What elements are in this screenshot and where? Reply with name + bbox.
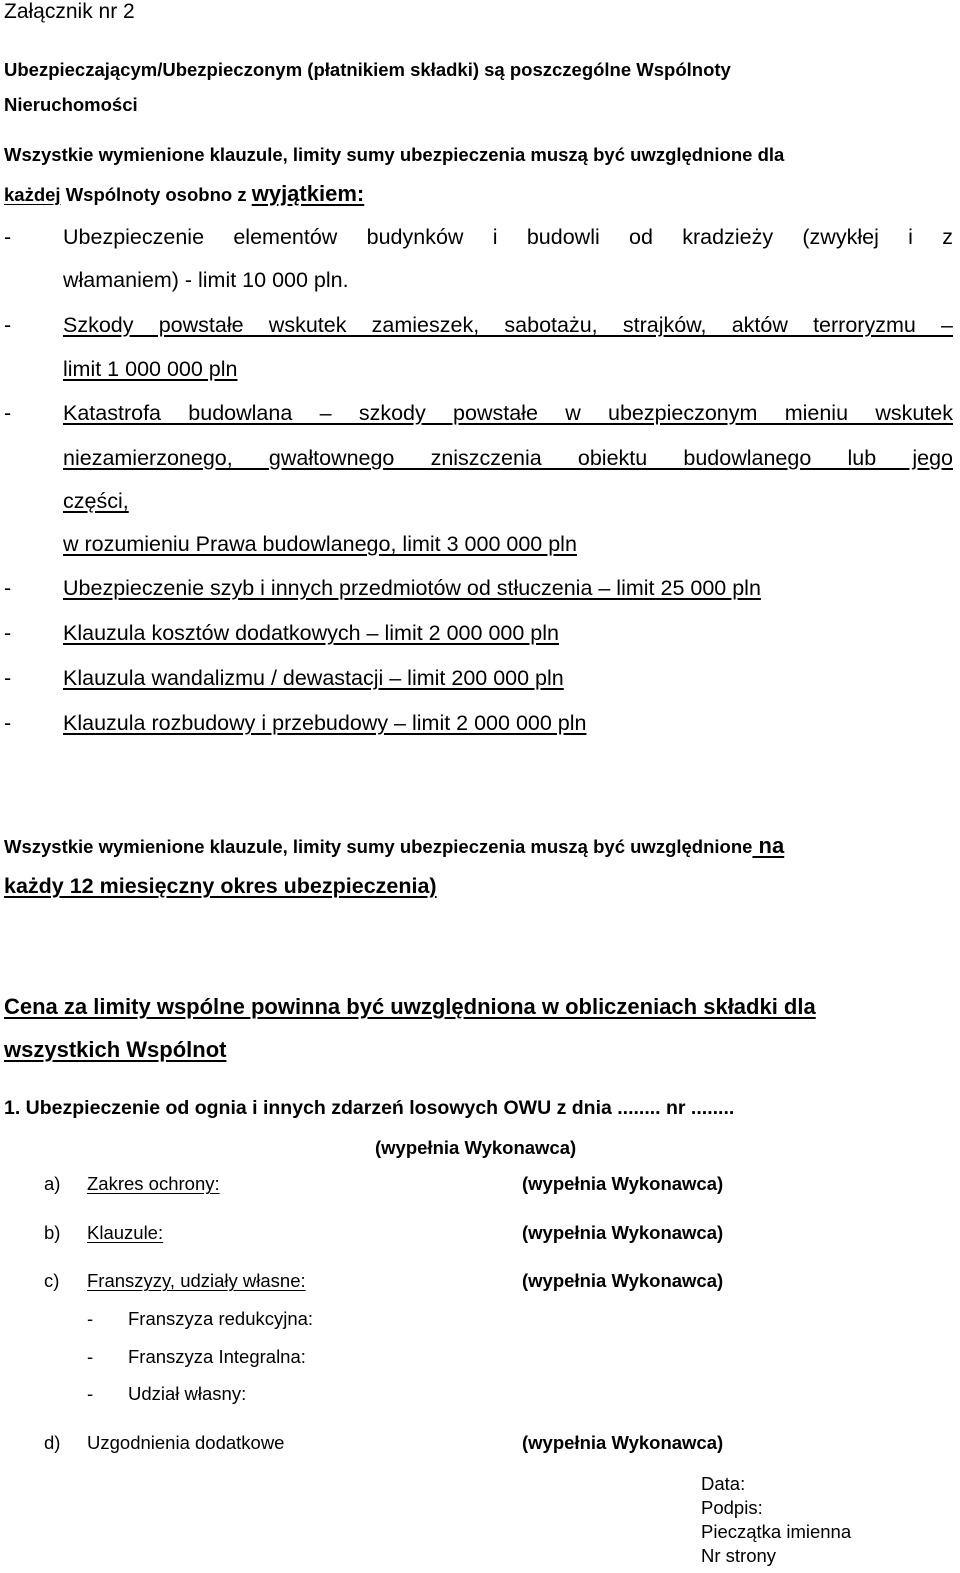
note-1-line-2: każdy 12 miesięczny okres ubezpieczenia) — [4, 874, 437, 898]
bullet-dash: - — [4, 621, 12, 645]
row-letter-d: d) — [44, 1432, 61, 1453]
row-label-clauses: Klauzule: — [87, 1222, 164, 1243]
list-item-6: Klauzula wandalizmu / dewastacji – limit 200 000 pln — [63, 666, 564, 690]
bullet-dash: - — [4, 576, 12, 600]
list-item-2-line-2: limit 1 000 000 pln — [63, 357, 238, 381]
sub-item-reduction-deductible: Franszyza redukcyjna: — [128, 1308, 314, 1329]
list-item-3-line-4: w rozumieniu Prawa budowlanego, limit 3 000 000 pln — [63, 532, 577, 556]
row-value-additional: (wypełnia Wykonawca) — [522, 1432, 724, 1453]
section-1-note: (wypełnia Wykonawca) — [375, 1137, 577, 1158]
intro-line-4 — [4, 181, 364, 207]
list-item-2-line-1: Szkody powstałe wskutek zamieszek, sabotażu, strajków, aktów terroryzmu – — [63, 313, 953, 337]
row-letter-b: b) — [44, 1222, 61, 1243]
list-item-4: Ubezpieczenie szyb i innych przedmiotów od stłuczenia – limit 25 000 pln — [63, 576, 761, 600]
signature-date: Data: — [701, 1473, 746, 1494]
section-1-heading: 1. Ubezpieczenie od ognia i innych zdarzeń losowych OWU z dnia ........ nr ........ — [4, 1097, 735, 1119]
underlined-word: każdej — [4, 184, 61, 205]
bullet-dash: - — [4, 313, 12, 337]
list-item-3-line-3: części, — [63, 489, 129, 513]
row-value-clauses: (wypełnia Wykonawca) — [522, 1222, 724, 1243]
sub-bullet-dash: - — [87, 1383, 94, 1404]
bullet-dash: - — [4, 666, 12, 690]
bullet-dash: - — [4, 225, 12, 249]
bullet-dash: - — [4, 711, 12, 735]
row-label-deductibles: Franszyzy, udziały własne: — [87, 1270, 306, 1291]
list-item-1-line-2: włamaniem) - limit 10 000 pln. — [63, 268, 349, 292]
list-item-3-line-1: Katastrofa budowlana – szkody powstałe w ubezpieczonym mieniu wskutek — [63, 401, 953, 425]
row-label-additional: Uzgodnienia dodatkowe — [87, 1432, 285, 1453]
intro-text: Wspólnoty osobno z — [60, 184, 252, 205]
list-item-1-line-1: Ubezpieczenie elementów budynków i budowli od kradzieży (zwykłej i z — [63, 225, 953, 249]
row-value-scope: (wypełnia Wykonawca) — [522, 1173, 724, 1194]
signature-page-number: Nr strony — [701, 1545, 777, 1566]
page-title: Załącznik nr 2 — [4, 0, 135, 23]
signature-stamp: Pieczątka imienna — [701, 1521, 852, 1542]
sub-item-integral-deductible: Franszyza Integralna: — [128, 1346, 306, 1367]
intro-line-2: Nieruchomości — [4, 94, 138, 115]
sub-bullet-dash: - — [87, 1346, 94, 1367]
row-value-deductibles: (wypełnia Wykonawca) — [522, 1270, 724, 1291]
signature-sign: Podpis: — [701, 1497, 763, 1518]
note-2-line-1: Cena za limity wspólne powinna być uwzględniona w obliczeniach składki dla — [4, 994, 816, 1019]
note-2-line-2: wszystkich Wspólnot — [4, 1037, 227, 1062]
sub-bullet-dash: - — [87, 1308, 94, 1329]
exception-word: wyjątkiem: — [251, 181, 365, 206]
bullet-dash: - — [4, 401, 12, 425]
sub-item-own-share: Udział własny: — [128, 1383, 247, 1404]
intro-line-3: Wszystkie wymienione klauzule, limity sumy ubezpieczenia muszą być uwzględnione dla — [4, 144, 785, 165]
row-label-scope: Zakres ochrony: — [87, 1173, 220, 1194]
list-item-5: Klauzula kosztów dodatkowych – limit 2 000 000 pln — [63, 621, 559, 645]
row-letter-c: c) — [44, 1270, 60, 1291]
row-letter-a: a) — [44, 1173, 61, 1194]
note-1-text: Wszystkie wymienione klauzule, limity sumy ubezpieczenia muszą być uwzględnione — [4, 836, 753, 857]
note-1-na: na — [752, 833, 785, 858]
note-1-line-1 — [4, 833, 784, 859]
list-item-3-line-2: niezamierzonego, gwałtownego zniszczenia obiektu budowlanego lub jego — [63, 446, 953, 470]
list-item-7: Klauzula rozbudowy i przebudowy – limit 2 000 000 pln — [63, 711, 587, 735]
intro-line-1: Ubezpieczającym/Ubezpieczonym (płatnikiem składki) są poszczególne Wspólnoty — [4, 59, 731, 80]
